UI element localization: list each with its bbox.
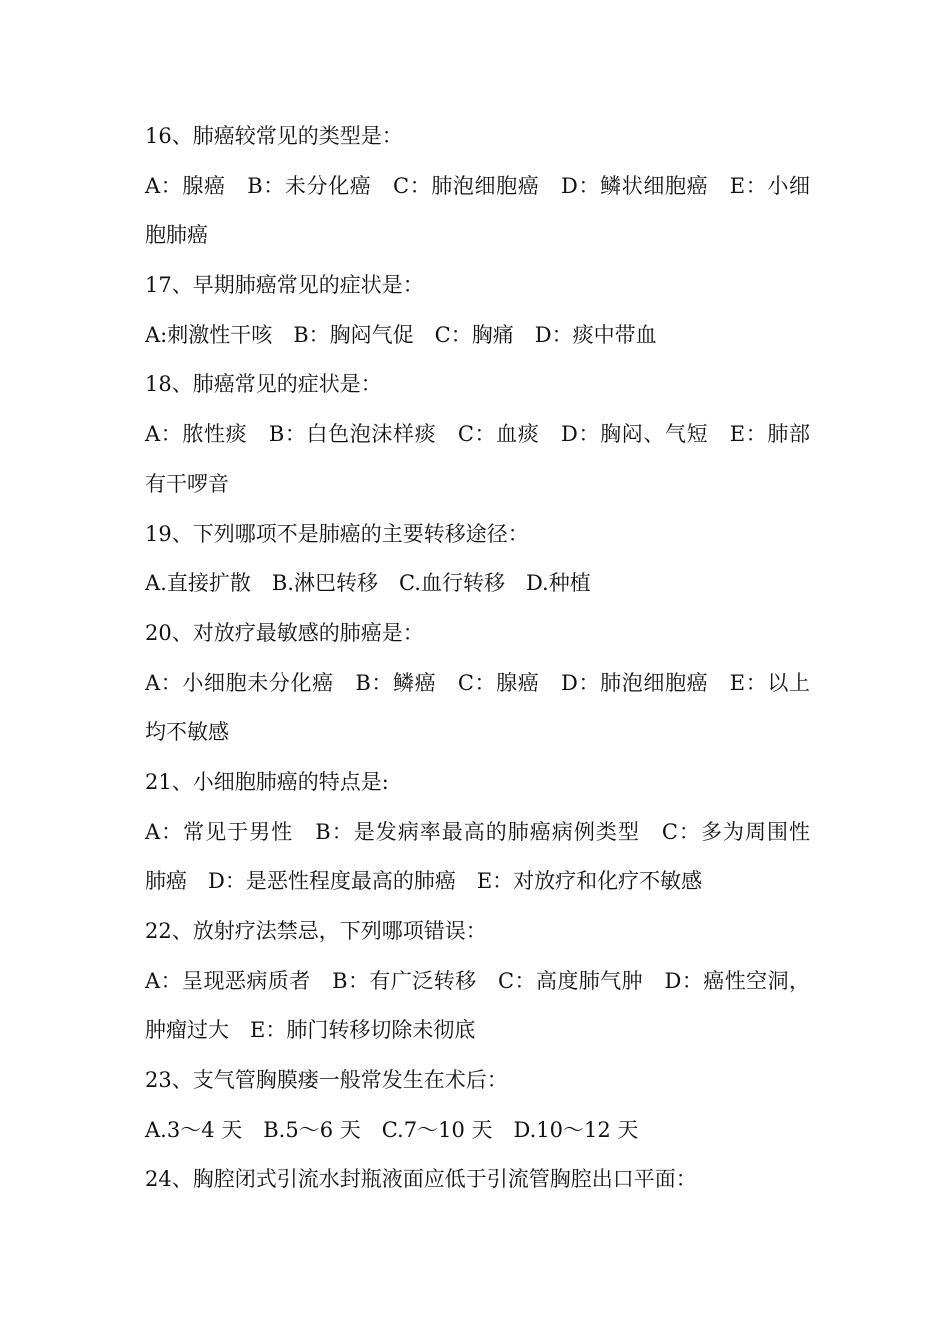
document-body: [145, 112, 810, 1205]
question-22-options: A：呈现恶病质者 B：有广泛转移 C：高度肺气肿 D：癌性空洞，: [145, 968, 810, 993]
question-21: 21、小细胞肺癌的特点是:: [145, 769, 389, 794]
question-22-options-continued: 肿瘤过大 E：肺门转移切除未彻底: [145, 1018, 476, 1043]
question-17-options: A:刺激性干咳 B：胸闷气促 C：胸痛 D：痰中带血: [145, 322, 657, 347]
question-23: 23、支气管胸膜瘘一般常发生在术后：: [145, 1068, 508, 1093]
question-17: 17、早期肺癌常见的症状是：: [145, 273, 424, 298]
question-19: 19、下列哪项不是肺癌的主要转移途径：: [145, 521, 529, 546]
question-20-options-continued: 均不敏感: [145, 720, 229, 745]
question-24: 24、胸腔闭式引流水封瓶液面应低于引流管胸腔出口平面：: [145, 1167, 697, 1192]
question-20-options: A：小细胞未分化癌 B：鳞癌 C：腺癌 D：肺泡细胞癌 E：以上: [145, 670, 810, 695]
question-18-options: A：脓性痰 B：白色泡沫样痰 C：血痰 D：胸闷、气短 E：肺部: [145, 422, 810, 447]
question-18: 18、肺癌常见的症状是：: [145, 372, 382, 397]
question-22: 22、放射疗法禁忌，下列哪项错误：: [145, 919, 487, 943]
question-21-options-continued: 肺癌 D：是恶性程度最高的肺癌 E：对放疗和化疗不敏感: [145, 869, 703, 894]
question-16-options-continued: 胞肺癌: [145, 223, 208, 248]
question-23-options: A.3～4 天 B.5～6 天 C.7～10 天 D.10～12 天: [145, 1117, 639, 1142]
question-18-options-continued: 有干啰音: [145, 471, 229, 496]
question-20: 20、对放疗最敏感的肺癌是：: [145, 620, 424, 645]
question-19-options: A.直接扩散 B.淋巴转移 C.血行转移 D.种植: [145, 571, 591, 596]
question-16-options: A：腺癌 B：未分化癌 C：肺泡细胞癌 D：鳞状细胞癌 E：小细: [145, 173, 810, 198]
question-16: 16、肺癌较常见的类型是：: [145, 124, 403, 148]
question-21-options: A：常见于男性 B：是发病率最高的肺癌病例类型 C：多为周围性: [145, 819, 810, 844]
